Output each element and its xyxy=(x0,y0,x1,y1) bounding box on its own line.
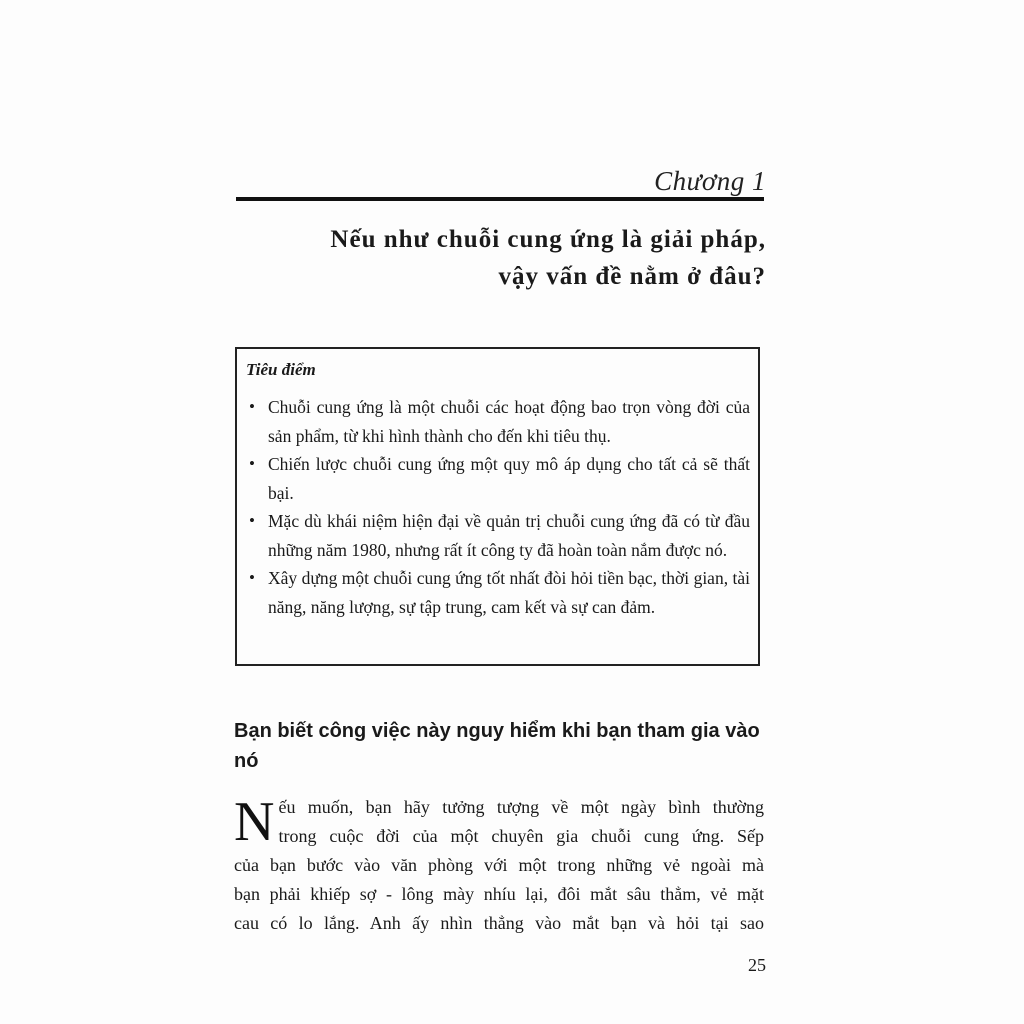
chapter-label: Chương 1 xyxy=(654,166,766,196)
chapter-title-line: Nếu như chuỗi cung ứng là giải pháp, xyxy=(330,226,766,253)
focus-box xyxy=(235,347,760,666)
chapter-title xyxy=(206,221,766,295)
focus-list xyxy=(246,393,750,621)
section-heading: Bạn biết công việc này nguy hiểm khi bạn tham gia vào nó xyxy=(234,720,760,772)
focus-heading: Tiêu điểm xyxy=(246,360,316,379)
focus-item xyxy=(246,564,750,621)
drop-cap: N xyxy=(234,791,275,853)
body-paragraph xyxy=(234,793,764,938)
bullet-icon: • xyxy=(249,511,255,530)
bullet-icon: • xyxy=(249,454,255,473)
focus-item-text: Mặc dù khái niệm hiện đại về quản trị chuỗi cung ứng đã có từ đầu những năm 1980, nhưng rất ít công ty đã hoàn toàn nắm được nó. xyxy=(268,511,750,560)
chapter-title-line: vậy vấn đề nằm ở đâu? xyxy=(498,263,766,290)
focus-item-text: Xây dựng một chuỗi cung ứng tốt nhất đòi hỏi tiền bạc, thời gian, tài năng, năng lượng, sự tập trung, cam kết và sự can đảm. xyxy=(268,568,750,617)
bullet-icon: • xyxy=(249,397,255,416)
chapter-divider xyxy=(236,197,764,201)
focus-item xyxy=(246,393,750,450)
page-number: 25 xyxy=(748,955,766,975)
body-line: ếu muốn, bạn hãy tưởng tượng về một ngày bình thường xyxy=(278,797,764,817)
body-line: bạn phải khiếp sợ - lông mày nhíu lại, đôi mắt sâu thẳm, vẻ mặt xyxy=(234,884,764,904)
focus-item xyxy=(246,450,750,507)
body-line: trong cuộc đời của một chuyên gia chuỗi cung ứng. Sếp xyxy=(278,826,764,846)
focus-item-text: Chuỗi cung ứng là một chuỗi các hoạt động bao trọn vòng đời của sản phẩm, từ khi hình thành cho đến khi tiêu thụ. xyxy=(268,397,750,446)
focus-item xyxy=(246,507,750,564)
body-line: của bạn bước vào văn phòng với một trong những vẻ ngoài mà xyxy=(234,855,764,875)
focus-item-text: Chiến lược chuỗi cung ứng một quy mô áp dụng cho tất cả sẽ thất bại. xyxy=(268,454,750,503)
body-line: cau có lo lắng. Anh ấy nhìn thẳng vào mắt bạn và hỏi tại sao xyxy=(234,913,764,933)
bullet-icon: • xyxy=(249,568,255,587)
